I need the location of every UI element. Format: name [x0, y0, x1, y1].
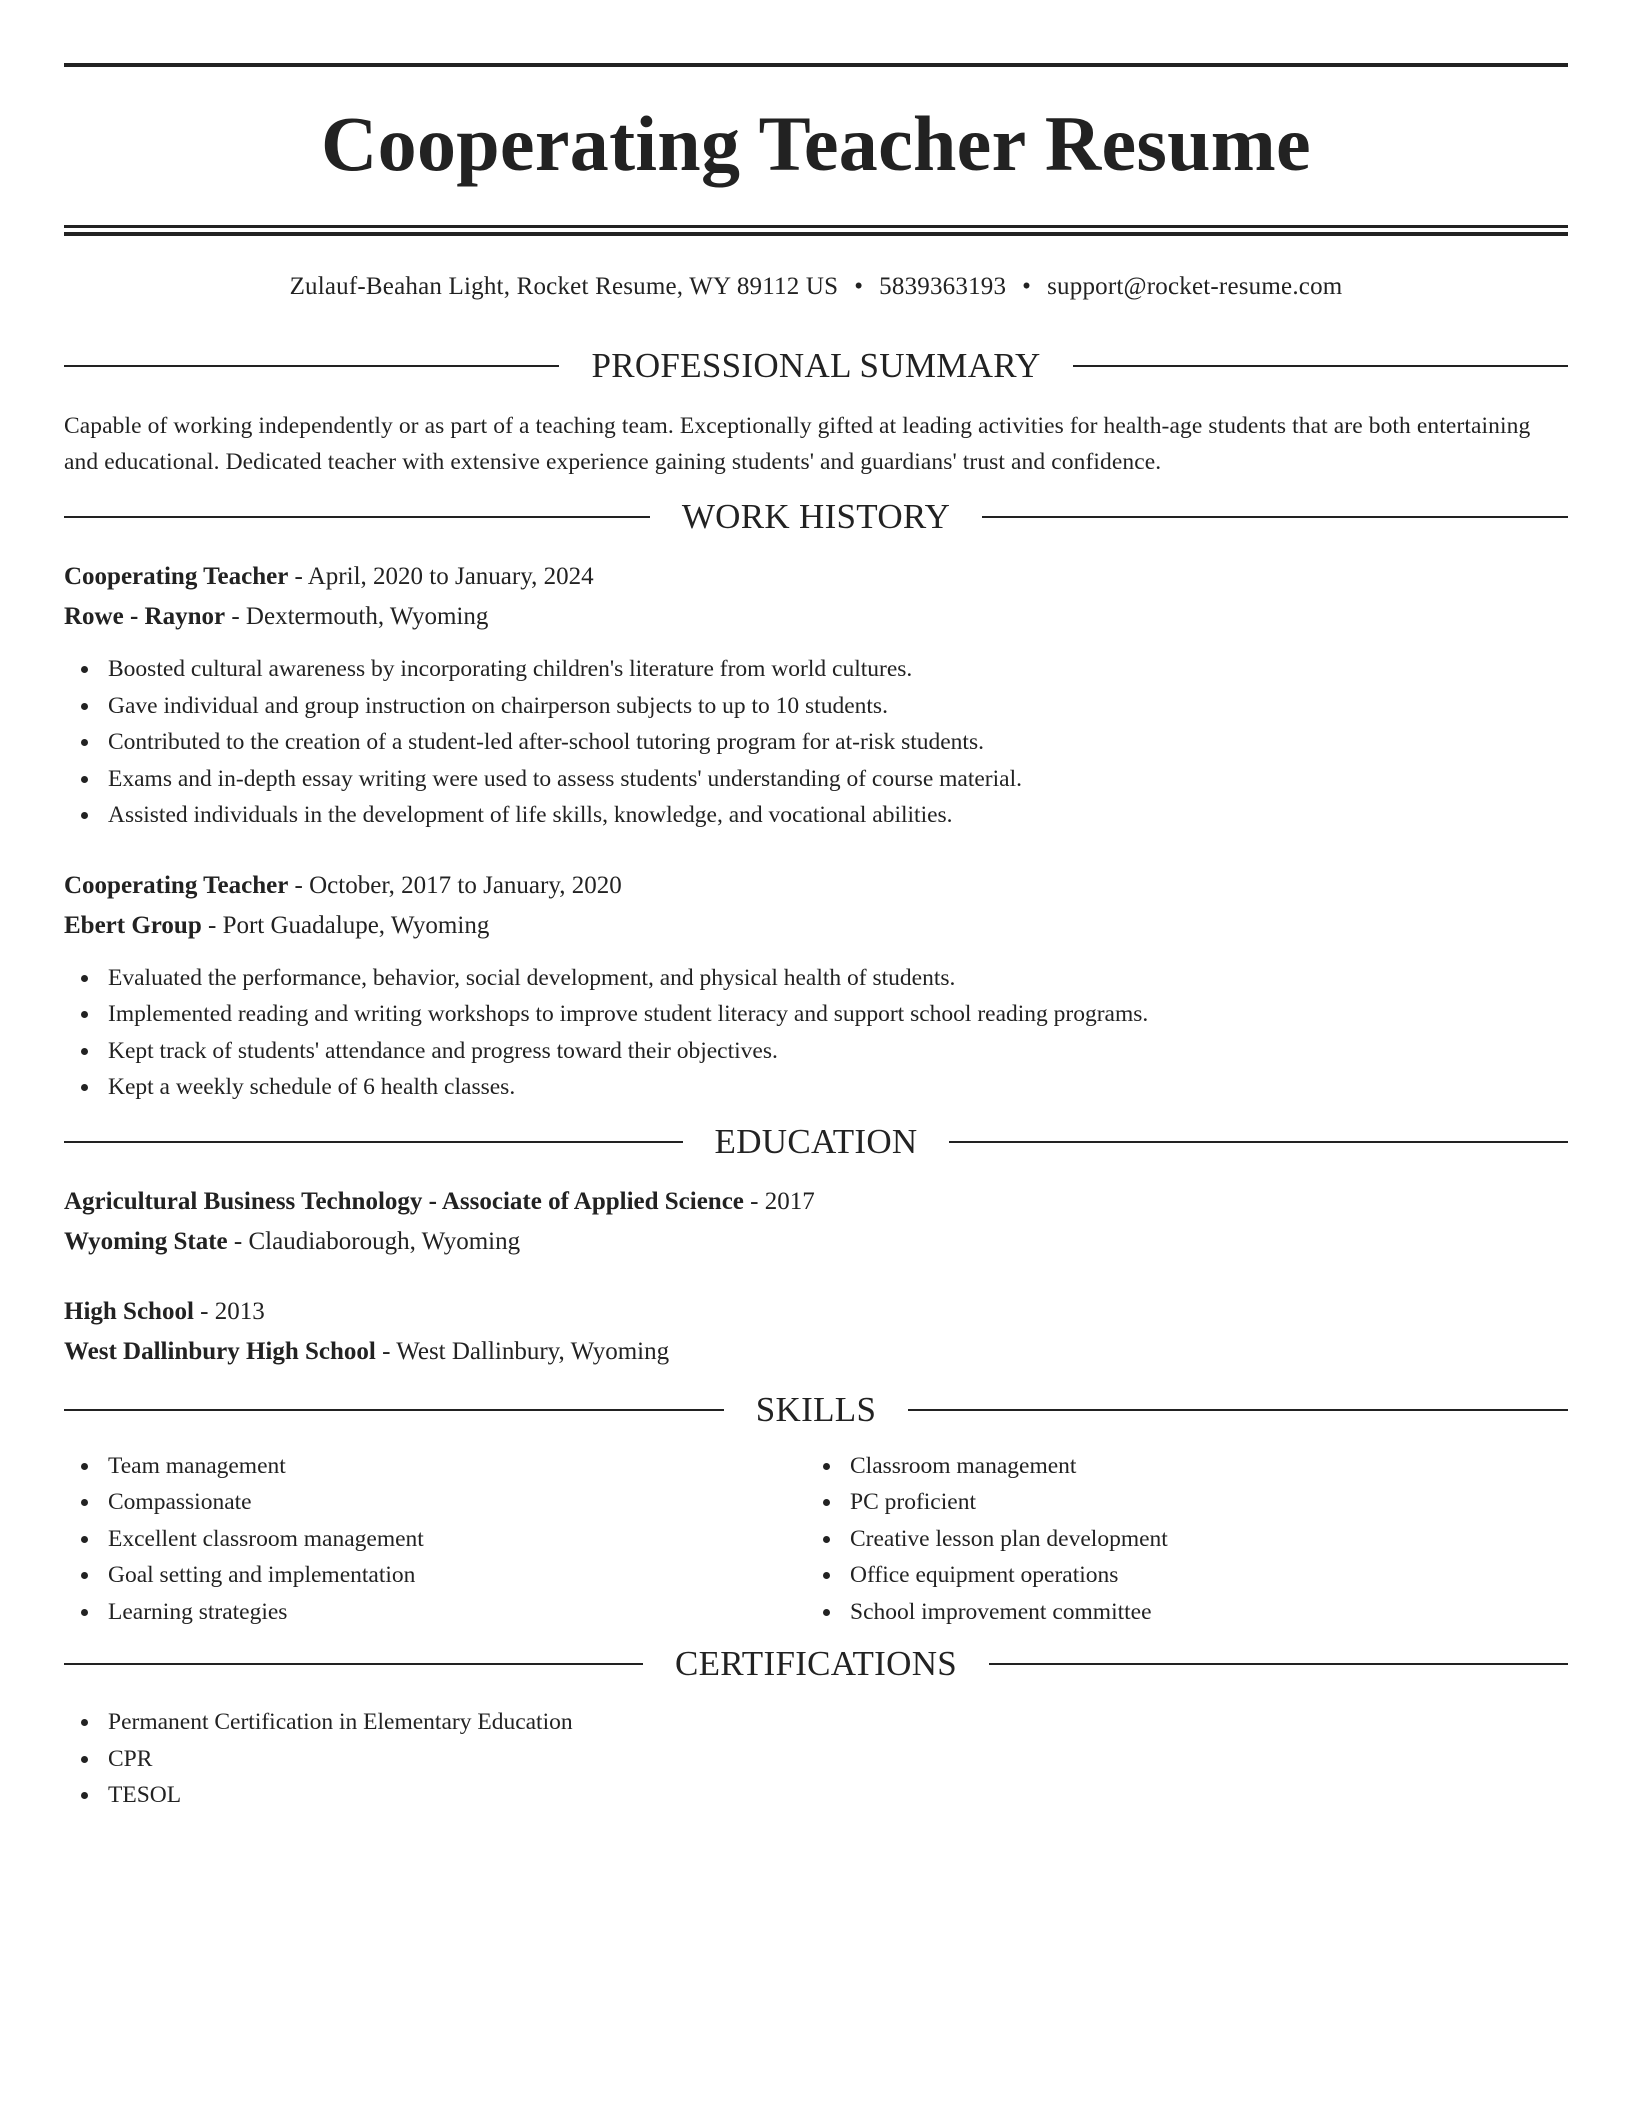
list-item-text: Implemented reading and writing workshops to improve student literacy and support school reading programs. — [108, 1001, 1149, 1027]
bullet-icon — [81, 1792, 88, 1799]
list-item — [64, 1557, 806, 1594]
education-degree: Agricultural Business Technology - Associate of Applied Science — [64, 1187, 744, 1215]
skill-text: Learning strategies — [108, 1598, 288, 1625]
list-item-text: Gave individual and group instruction on chairperson subjects to up to 10 students. — [108, 692, 888, 719]
section-title: CERTIFICATIONS — [674, 1644, 958, 1683]
section-heading-summary — [64, 344, 1568, 388]
skill-text: Classroom management — [850, 1452, 1077, 1479]
job-employer-line — [64, 906, 1568, 946]
skill-text: Creative lesson plan development — [850, 1525, 1168, 1552]
contact-email: support@rocket-resume.com — [1047, 273, 1343, 300]
bullet-icon — [81, 739, 88, 746]
resume-title: Cooperating Teacher Resume — [321, 100, 1311, 187]
contact-address: Zulauf-Beahan Light, Rocket Resume, WY 89112 US — [289, 273, 839, 300]
bullet-icon — [823, 1609, 830, 1616]
bullet-icon — [81, 1536, 88, 1543]
bullet-icon — [81, 1756, 88, 1763]
bullet-icon — [81, 776, 88, 783]
section-title: EDUCATION — [714, 1121, 918, 1161]
skill-text: School improvement committee — [850, 1598, 1152, 1625]
job-dates: - October, 2017 to January, 2020 — [288, 871, 622, 899]
section-title: PROFESSIONAL SUMMARY — [591, 346, 1041, 385]
job-location: - Port Guadalupe, Wyoming — [201, 911, 490, 939]
bullet-icon — [81, 1719, 88, 1726]
education-location: - Claudiaborough, Wyoming — [227, 1227, 521, 1255]
list-item — [64, 1448, 806, 1485]
heading-rule — [989, 1663, 1568, 1665]
section-title: WORK HISTORY — [681, 497, 951, 536]
education-degree-line — [64, 1182, 1568, 1222]
section-title: SKILLS — [755, 1389, 877, 1429]
bullet-icon — [81, 1572, 88, 1579]
education-degree: High School — [64, 1297, 194, 1325]
list-item-text: Exams and in-depth essay writing were used to assess students' understanding of course material. — [108, 765, 1022, 792]
heading-rule — [64, 516, 650, 518]
contact-line — [64, 270, 1568, 304]
list-item — [64, 960, 1568, 997]
list-item — [806, 1594, 1548, 1631]
education-school-line — [64, 1332, 1568, 1372]
list-item — [806, 1448, 1548, 1485]
list-item — [64, 1069, 1568, 1106]
skill-text: Office equipment operations — [850, 1562, 1119, 1588]
education-degree-line — [64, 1292, 1568, 1332]
job-employer-line — [64, 597, 1568, 637]
education-year: - 2013 — [193, 1297, 265, 1325]
list-item — [64, 688, 1568, 725]
contact-separator: • — [854, 273, 864, 300]
education-year: - 2017 — [743, 1187, 815, 1215]
heading-rule — [908, 1409, 1568, 1411]
section-heading-work-history — [64, 495, 1568, 539]
heading-rule — [1073, 365, 1568, 367]
certifications-list — [64, 1704, 1568, 1814]
heading-rule — [982, 516, 1568, 518]
list-item — [64, 1741, 1568, 1778]
education-school-line — [64, 1222, 1568, 1262]
list-item — [64, 1521, 806, 1558]
bullet-icon — [823, 1536, 830, 1543]
bullet-icon — [81, 975, 88, 982]
job-entry — [64, 866, 1568, 1106]
list-item — [64, 761, 1568, 798]
skill-text: Team management — [108, 1452, 286, 1479]
list-item — [64, 1594, 806, 1631]
list-item — [64, 1777, 1568, 1814]
list-item — [64, 1033, 1568, 1070]
heading-rule — [64, 365, 559, 367]
list-item — [806, 1521, 1548, 1558]
bullet-icon — [823, 1463, 830, 1470]
skill-text: Goal setting and implementation — [108, 1562, 416, 1588]
education-school: Wyoming State — [64, 1227, 228, 1255]
skills-list-right — [806, 1448, 1548, 1631]
job-title-line — [64, 557, 1568, 597]
bullet-icon — [81, 1084, 88, 1091]
skills-list-left — [64, 1448, 806, 1631]
education-school: West Dallinbury High School — [64, 1337, 376, 1365]
certification-text: Permanent Certification in Elementary Education — [108, 1709, 573, 1735]
list-item — [64, 724, 1568, 761]
job-employer: Ebert Group — [64, 911, 202, 939]
list-item-text: Kept track of students' attendance and progress toward their objectives. — [108, 1037, 778, 1064]
bullet-icon — [81, 1463, 88, 1470]
bullet-icon — [823, 1572, 830, 1579]
bullet-icon — [81, 703, 88, 710]
heading-rule — [64, 1141, 683, 1143]
contact-phone: 5839363193 — [879, 273, 1007, 300]
list-item — [64, 996, 1568, 1033]
list-item-text: Assisted individuals in the development of life skills, knowledge, and vocational abilities. — [108, 802, 953, 828]
section-heading-education — [64, 1120, 1568, 1164]
list-item — [64, 651, 1568, 688]
heading-rule — [949, 1141, 1568, 1143]
heading-rule — [64, 1409, 724, 1411]
job-title: Cooperating Teacher — [64, 871, 289, 899]
bullet-icon — [81, 1609, 88, 1616]
job-location: - Dextermouth, Wyoming — [225, 603, 489, 630]
job-duties-list — [64, 960, 1568, 1106]
section-heading-skills — [64, 1388, 1568, 1432]
top-rule — [64, 63, 1568, 67]
bullet-icon — [81, 812, 88, 819]
list-item — [64, 1704, 1568, 1741]
list-item — [806, 1557, 1548, 1594]
skills-grid — [64, 1448, 1568, 1631]
bullet-icon — [81, 666, 88, 673]
bullet-icon — [81, 1011, 88, 1018]
education-entry — [64, 1292, 1568, 1372]
list-item — [64, 1484, 806, 1521]
job-employer: Rowe - Raynor — [64, 603, 226, 630]
skill-text: Compassionate — [108, 1489, 252, 1515]
contact-separator: • — [1022, 273, 1032, 300]
job-dates: - April, 2020 to January, 2024 — [288, 563, 594, 590]
bullet-icon — [81, 1499, 88, 1506]
list-item-text: Kept a weekly schedule of 6 health classes. — [108, 1074, 516, 1100]
bullet-icon — [823, 1499, 830, 1506]
title-double-rule — [64, 225, 1568, 236]
list-item-text: Boosted cultural awareness by incorporating children's literature from world cultures. — [108, 656, 913, 682]
list-item — [806, 1484, 1548, 1521]
education-entry — [64, 1182, 1568, 1262]
job-title: Cooperating Teacher — [64, 563, 289, 590]
list-item-text: Evaluated the performance, behavior, social development, and physical health of students. — [108, 964, 956, 991]
heading-rule — [64, 1663, 643, 1665]
section-heading-certifications — [64, 1642, 1568, 1686]
education-location: - West Dallinbury, Wyoming — [375, 1337, 670, 1365]
job-entry — [64, 557, 1568, 834]
summary-text: Capable of working independently or as part of a teaching team. Exceptionally gifted at leading activities for health-age students that are both entertaining and educational. Dedicated teacher with extensive experience gaining students' and guardians' trust and confidence. — [64, 413, 1531, 475]
list-item-text: Contributed to the creation of a student-led after-school tutoring program for at-risk students. — [108, 729, 984, 755]
job-duties-list — [64, 651, 1568, 834]
skill-text: Excellent classroom management — [108, 1525, 424, 1552]
job-title-line — [64, 866, 1568, 906]
bullet-icon — [81, 1048, 88, 1055]
certification-text: TESOL — [108, 1782, 182, 1808]
skill-text: PC proficient — [850, 1489, 976, 1515]
list-item — [64, 797, 1568, 834]
certification-text: CPR — [108, 1745, 153, 1772]
